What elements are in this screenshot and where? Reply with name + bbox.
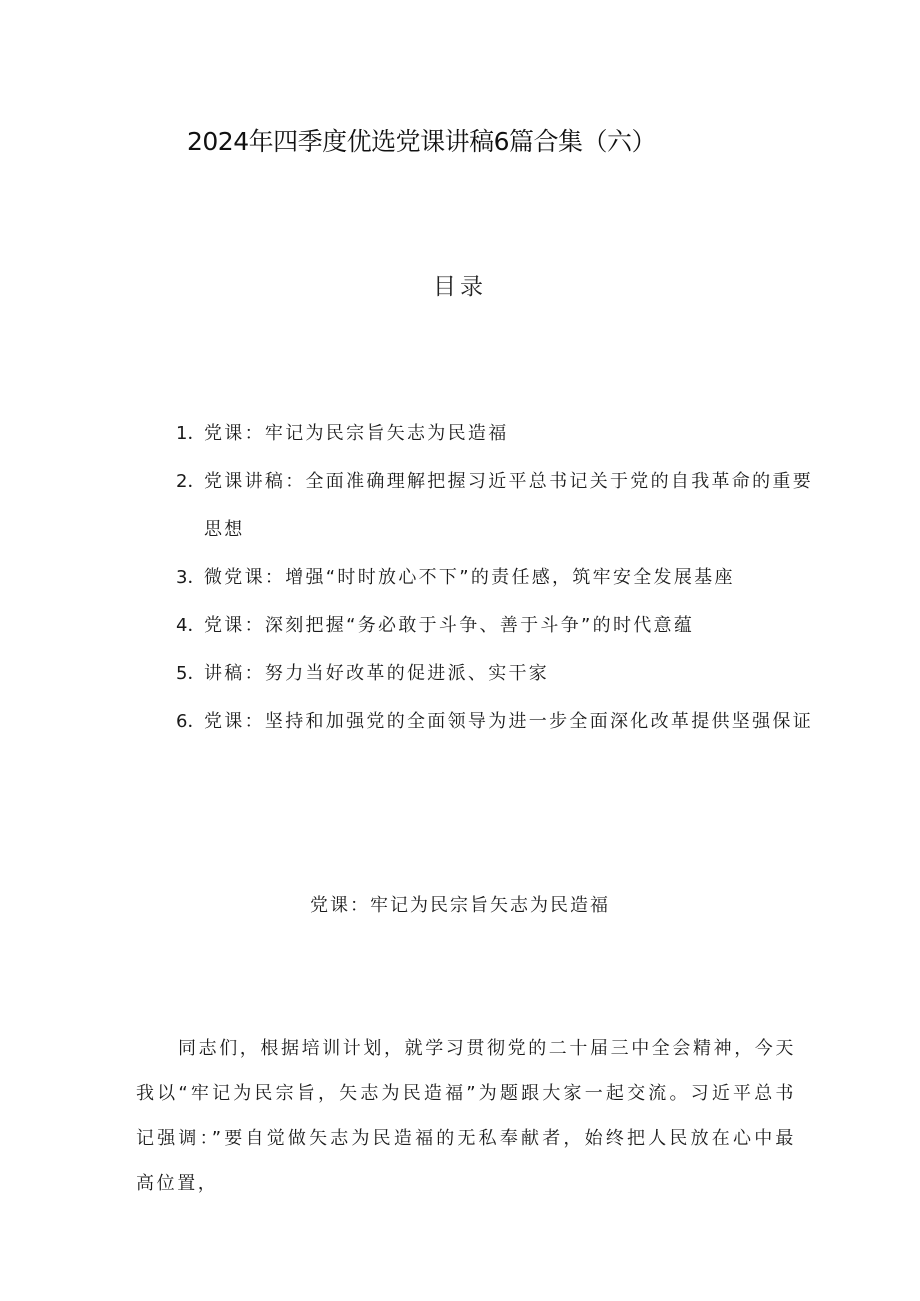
- toc-item-number: 3．: [176, 567, 206, 588]
- toc-item-3[interactable]: [176, 554, 816, 602]
- toc-item-number: 6．: [176, 711, 206, 732]
- document-title: 2024年四季度优选党课讲稿6篇合集（六）: [187, 127, 657, 156]
- section-title: 党课：牢记为民宗旨矢志为民造福: [310, 895, 610, 916]
- toc-item-text: 讲稿：努力当好改革的促进派、实干家: [204, 663, 550, 684]
- toc-heading: 目录: [433, 274, 487, 300]
- body-paragraph: 同志们，根据培训计划，就学习贯彻党的二十届三中全会精神，今天我以“牢记为民宗旨，矢志为民造福”为题跟大家一起交流。习近平总书记强调：”要自觉做矢志为民造福的无私奉献者，始终把人民放在心中最高位置，: [136, 1038, 796, 1194]
- toc-item-1[interactable]: [176, 410, 816, 458]
- toc-item-5[interactable]: [176, 650, 816, 698]
- toc-item-text: 党课：坚持和加强党的全面领导为进一步全面深化改革提供坚强保证: [204, 711, 813, 732]
- toc-item-number: 5．: [176, 663, 206, 684]
- toc-item-number: 1．: [176, 423, 206, 444]
- table-of-contents: [176, 410, 816, 746]
- toc-item-4[interactable]: [176, 602, 816, 650]
- toc-item-2[interactable]: [176, 458, 816, 554]
- toc-item-text: 党课：牢记为民宗旨矢志为民造福: [204, 423, 509, 444]
- toc-item-text: 党课讲稿：全面准确理解把握习近平总书记关于党的自我革命的重要思想: [204, 471, 813, 540]
- toc-item-number: 4．: [176, 615, 206, 636]
- toc-item-6[interactable]: [176, 698, 816, 746]
- toc-item-text: 党课：深刻把握“务必敢于斗争、善于斗争”的时代意蕴: [204, 615, 695, 636]
- toc-item-number: 2．: [176, 471, 206, 492]
- toc-item-text: 微党课：增强“时时放心不下”的责任感，筑牢安全发展基座: [204, 567, 735, 588]
